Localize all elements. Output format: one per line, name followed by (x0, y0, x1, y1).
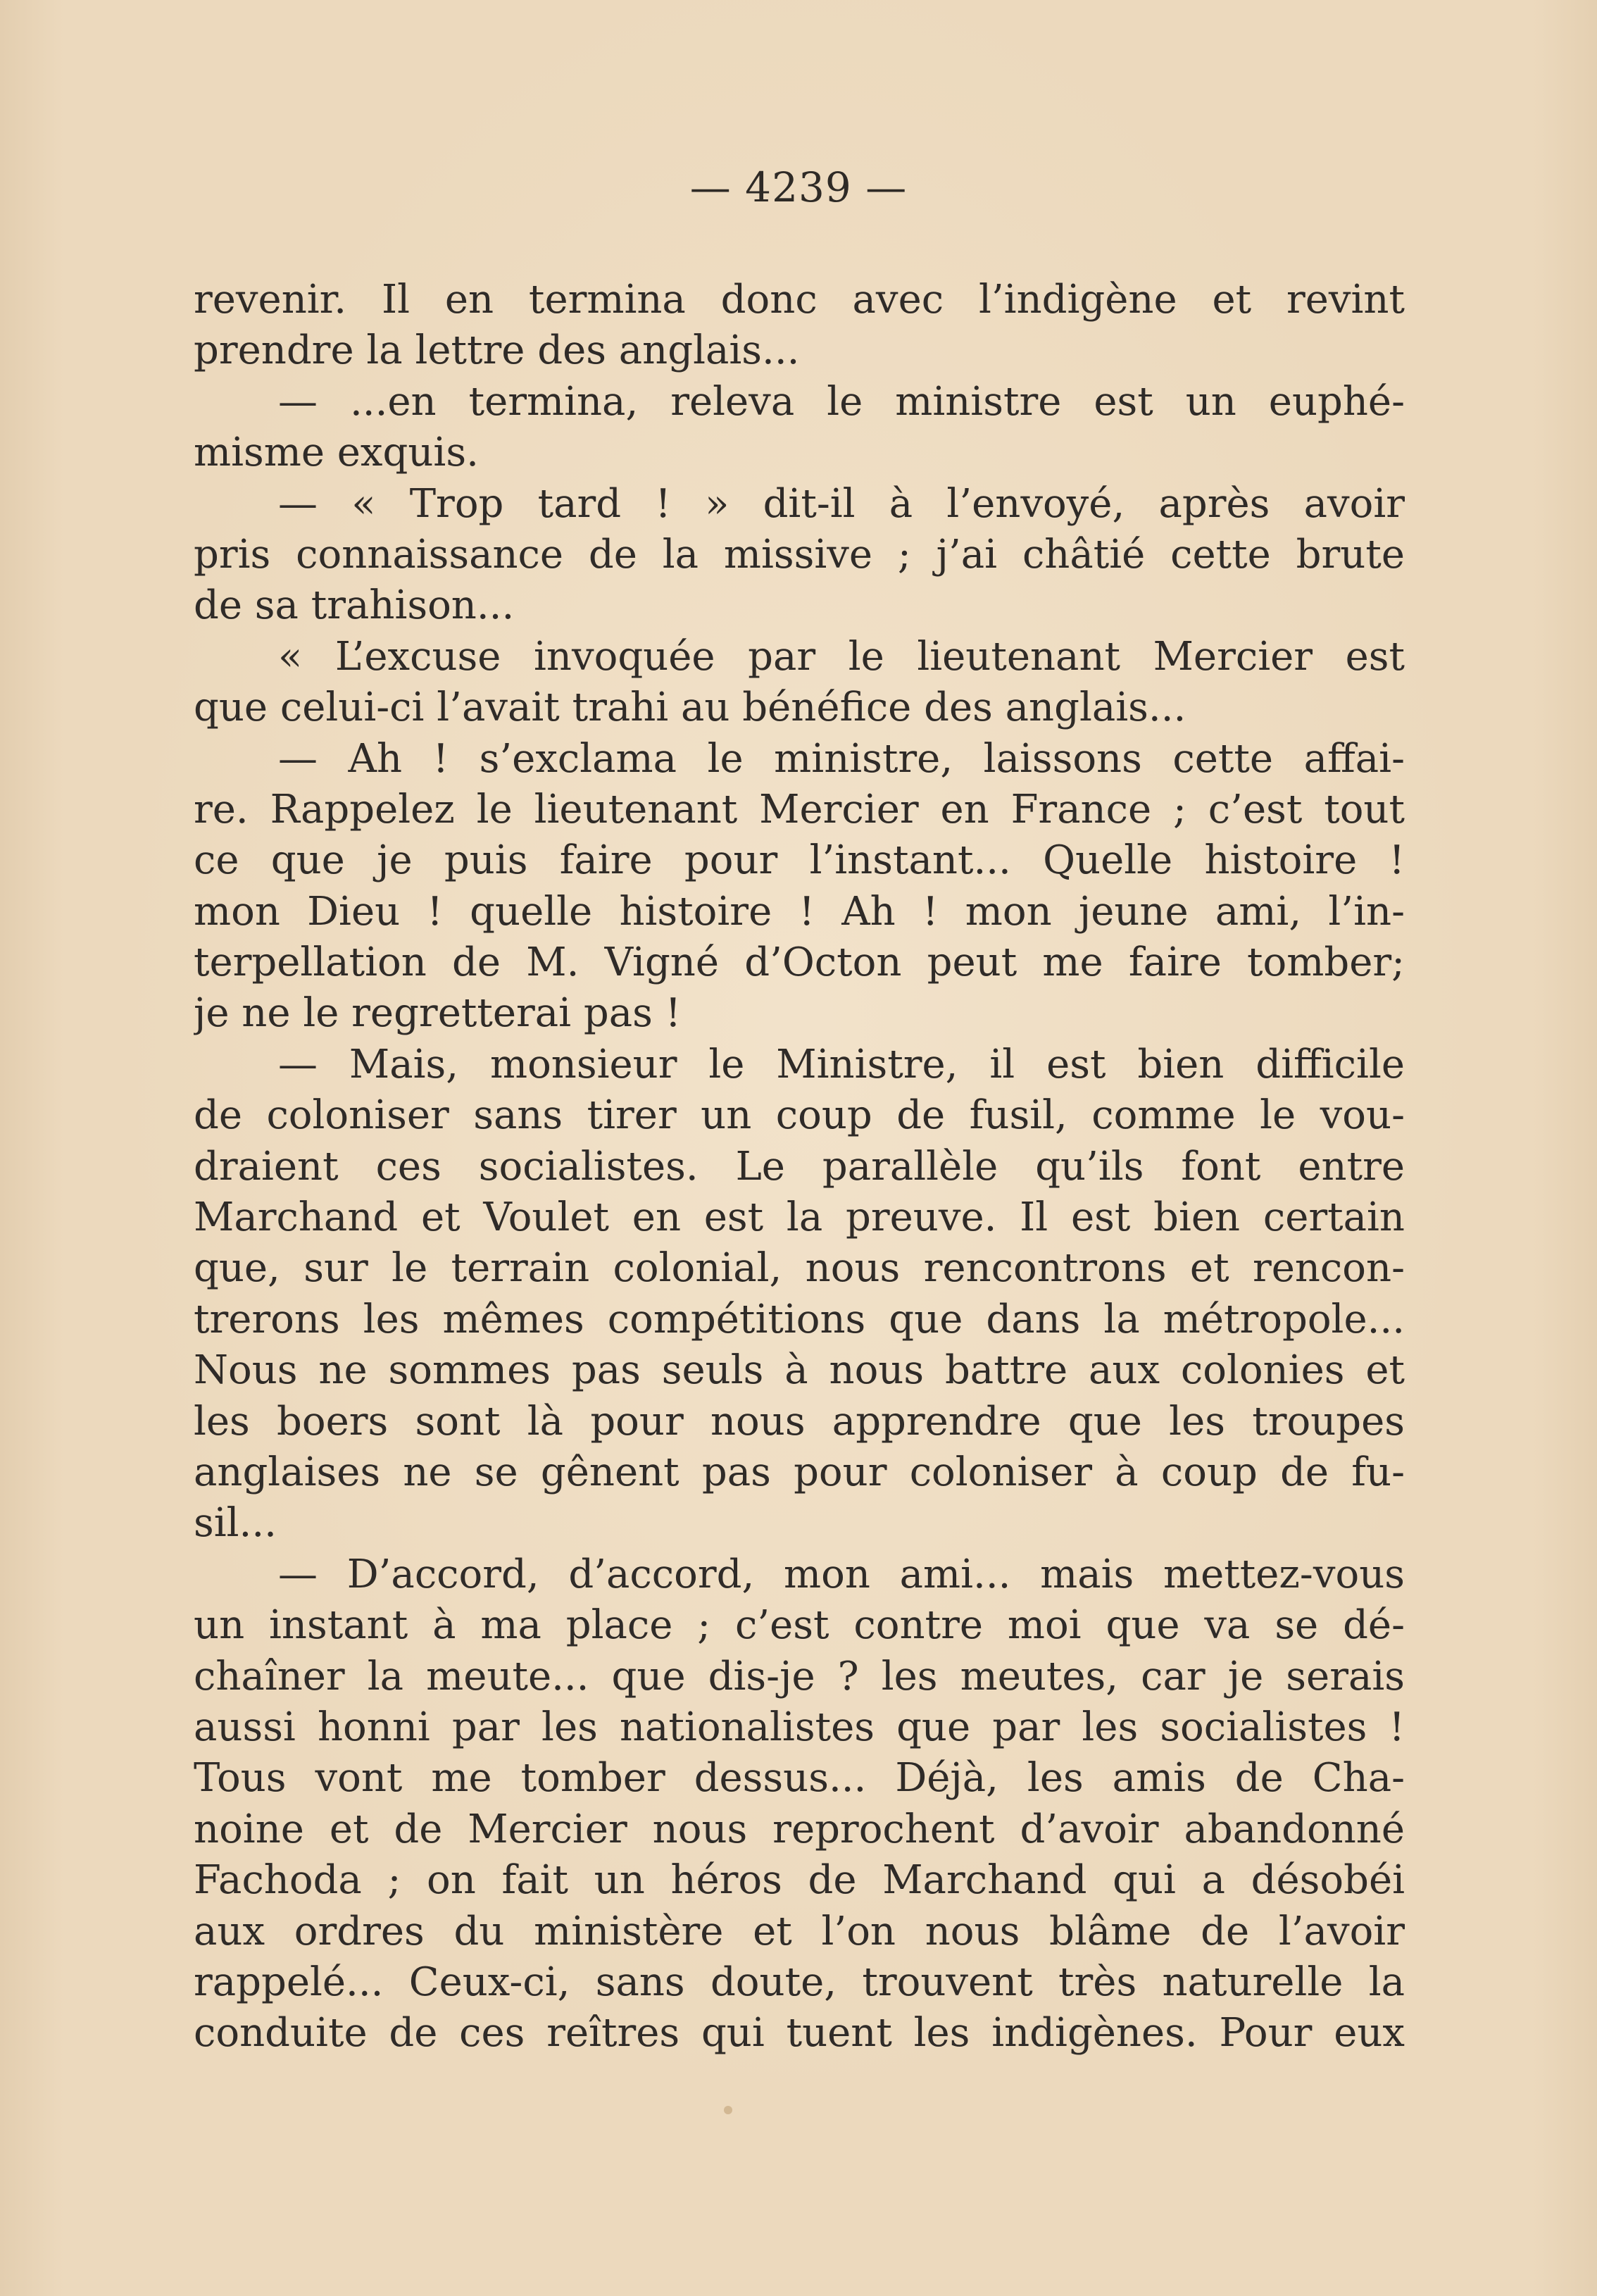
text-line: — Mais, monsieur le Ministre, il est bien difficile (278, 1041, 1405, 1087)
text-line: re. Rappelez le lieutenant Mercier en France ; c’est tout (194, 786, 1405, 832)
text-line: noine et de Mercier nous reprochent d’avoir abandonné (194, 1806, 1405, 1852)
text-line: que, sur le terrain colonial, nous rencontrons et rencon- (194, 1245, 1405, 1292)
text-line: les boers sont là pour nous apprendre que les troupes (194, 1398, 1405, 1445)
text-line: sil... (194, 1500, 277, 1547)
text-line: rappelé... Ceux-ci, sans doute, trouvent très naturelle la (194, 1959, 1405, 2005)
text-line: — D’accord, d’accord, mon ami... mais mettez-vous (278, 1551, 1405, 1597)
page-number: — 4239 — (689, 163, 908, 211)
text-line: Tous vont me tomber dessus... Déjà, les amis de Cha- (194, 1755, 1405, 1802)
text-line: — Ah ! s’exclama le ministre, laissons cette affai- (278, 735, 1405, 782)
text-line: chaîner la meute... que dis-je ? les meutes, car je serais (194, 1653, 1405, 1699)
text-line: Nous ne sommes pas seuls à nous battre aux colonies et (194, 1347, 1405, 1394)
text-line: terpellation de M. Vigné d’Octon peut me faire tomber; (194, 940, 1405, 986)
text-line: pris connaissance de la missive ; j’ai châtié cette brute (194, 531, 1405, 578)
text-line: un instant à ma place ; c’est contre moi que va se dé- (194, 1602, 1405, 1649)
text-line: anglaises ne se gênent pas pour coloniser à coup de fu- (194, 1449, 1405, 1495)
text-line: — « Trop tard ! » dit-il à l’envoyé, après avoir (278, 480, 1405, 527)
text-line: Marchand et Voulet en est la preuve. Il est bien certain (194, 1194, 1405, 1241)
text-line: trerons les mêmes compétitions que dans la métropole... (194, 1296, 1405, 1342)
text-line: conduite de ces reîtres qui tuent les indigènes. Pour eux (194, 2010, 1405, 2057)
text-line: draient ces socialistes. Le parallèle qu’ils font entre (194, 1143, 1405, 1190)
text-line: de coloniser sans tirer un coup de fusil, comme le vou- (194, 1092, 1405, 1139)
text-line: mon Dieu ! quelle histoire ! Ah ! mon jeune ami, l’in- (194, 888, 1405, 935)
text-line: revenir. Il en termina donc avec l’indigène et revint (194, 277, 1405, 323)
paper-speck (724, 2106, 732, 2114)
text-line: — ...en termina, releva le ministre est un euphé- (278, 378, 1405, 425)
text-line: de sa trahison... (194, 582, 515, 629)
text-line: aussi honni par les nationalistes que par les socialistes ! (194, 1704, 1405, 1750)
text-line: que celui-ci l’avait trahi au bénéfice des anglais... (194, 685, 1186, 731)
text-line: misme exquis. (194, 430, 479, 476)
text-line: ce que je puis faire pour l’instant... Quelle histoire ! (194, 837, 1405, 884)
page-text (194, 275, 1405, 2059)
text-line: « L’excuse invoquée par le lieutenant Mercier est (278, 633, 1405, 680)
text-line: Fachoda ; on fait un héros de Marchand qui a désobéi (194, 1857, 1405, 1904)
text-line: aux ordres du ministère et l’on nous blâme de l’avoir (194, 1908, 1405, 1954)
text-line: je ne le regretterai pas ! (194, 990, 682, 1037)
text-line: prendre la lettre des anglais... (194, 327, 800, 374)
